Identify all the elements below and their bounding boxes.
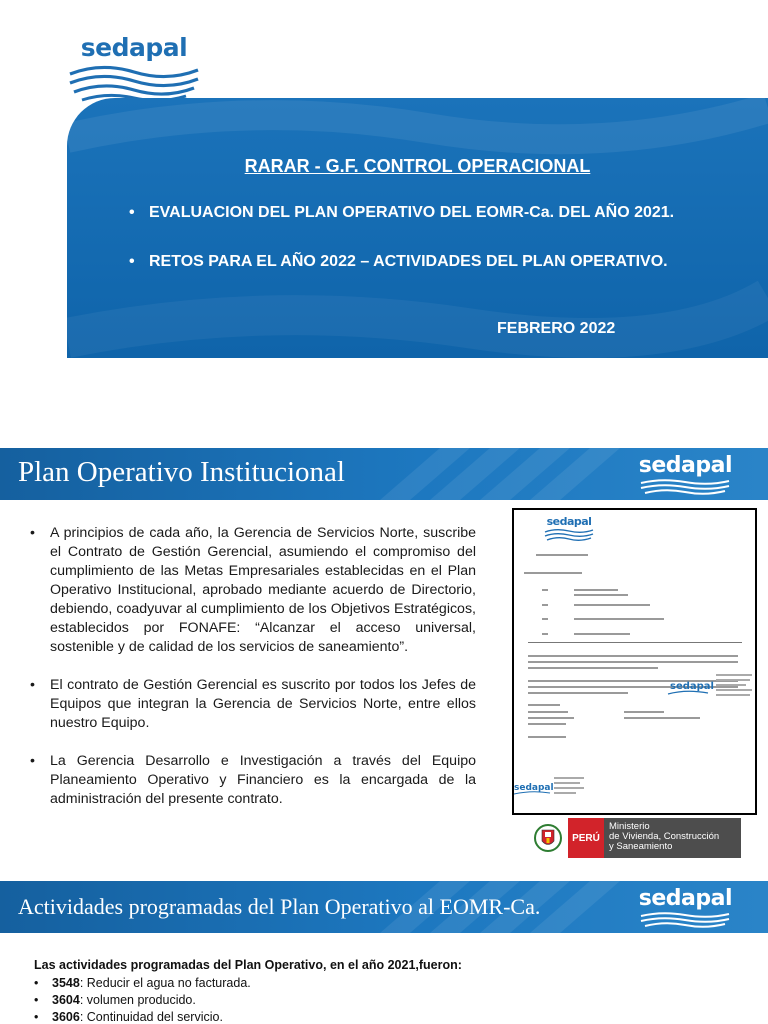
document-text-line <box>528 667 658 669</box>
bullet-dot: • <box>34 993 39 1007</box>
document-text-line <box>542 618 548 620</box>
list-item <box>30 676 476 733</box>
ministry-line: y Saneamiento <box>609 841 673 852</box>
activity-code: 3606 <box>52 1010 80 1024</box>
memorandum-document-image <box>512 508 757 815</box>
cover-bullet-text: EVALUACION DEL PLAN OPERATIVO DEL EOMR-Ca. DEL AÑO 2021. <box>149 204 675 221</box>
list-item <box>34 975 251 992</box>
ministry-badge <box>528 818 741 858</box>
document-text-line <box>524 572 582 574</box>
document-text-line <box>528 661 738 663</box>
ministry-line: Ministerio <box>609 821 650 832</box>
list-item <box>34 1009 251 1024</box>
logo-waves-icon <box>639 478 731 498</box>
document-text-line <box>624 711 664 713</box>
logo-wordmark: sedapal <box>80 33 188 62</box>
list-item <box>30 752 476 809</box>
bullet-text: A principios de cada año, la Gerencia de Servicios Norte, suscribe el Contrato de Gestión Gerencial, asumiendo el compromiso del cumplimiento de las Metas Empresariales establecidas en el Plan Operativo Institucional, aprobado mediante acuerdo de Directorio, debiendo, coadyuvar al cumplimiento de los Objetivos Estratégicos, establecidos por FONAFE: “Alcanzar el acceso universal, sostenible y de calidad de los servicios de saneamiento”. <box>50 525 476 655</box>
ministry-line: de Vivienda, Construcción <box>609 831 720 842</box>
bullet-dot: • <box>30 677 35 693</box>
activities-lead: Las actividades programadas del Plan Operativo, en el año 2021,fueron: <box>34 958 462 972</box>
document-text-line <box>574 589 618 591</box>
svg-text:sedapal: sedapal <box>514 783 554 793</box>
document-text-line <box>528 704 560 706</box>
cover-date: FEBRERO 2022 <box>497 320 616 337</box>
document-text-line <box>528 655 738 657</box>
cover-bullet-text: RETOS PARA EL AÑO 2022 – ACTIVIDADES DEL PLAN OPERATIVO. <box>149 253 668 270</box>
digital-signature-stamp-icon <box>514 774 608 800</box>
document-divider <box>528 642 742 643</box>
digital-signature-stamp-icon <box>664 670 754 702</box>
section-title: Plan Operativo Institucional <box>18 456 345 488</box>
document-text-line <box>574 604 650 606</box>
bullet-dot: • <box>129 204 135 221</box>
cover-slide <box>0 0 768 380</box>
document-text-line <box>542 589 548 591</box>
bullet-dot: • <box>34 1010 39 1024</box>
document-text-line <box>536 554 588 556</box>
document-text-line <box>528 711 568 713</box>
document-text-line <box>528 717 574 719</box>
logo-waves-icon <box>639 911 731 931</box>
activity-code: 3604 <box>52 993 80 1007</box>
peru-label: PERÚ <box>568 818 604 858</box>
activity-text: : Reducir el agua no facturada. <box>79 976 251 990</box>
list-item <box>30 524 476 657</box>
document-text-line <box>542 633 548 635</box>
plan-operativo-header <box>0 448 768 500</box>
cover-bullet <box>129 204 674 222</box>
bullet-text: La Gerencia Desarrollo e Investigación a través del Equipo Planeamiento Operativo y Financiero es la encargada de la administración del presente contrato. <box>50 753 476 807</box>
banner-wave-decoration <box>67 98 768 358</box>
document-text-line <box>624 717 700 719</box>
document-text-line <box>542 604 548 606</box>
logo-wordmark: sedapal <box>638 453 732 478</box>
activities-list <box>34 975 251 1024</box>
document-text-line <box>528 723 566 725</box>
activity-text: : Continuidad del servicio. <box>79 1010 223 1024</box>
section-title: Actividades programadas del Plan Operativo al EOMR-Ca. <box>18 894 541 919</box>
peru-coat-of-arms-icon <box>528 818 568 858</box>
sedapal-logo <box>544 516 594 542</box>
logo-waves-icon <box>544 528 594 542</box>
sedapal-logo <box>639 454 732 498</box>
bullet-dot: • <box>129 253 135 270</box>
bullet-text: El contrato de Gestión Gerencial es suscrito por todos los Jefes de Equipos que integran la Gerencia de Servicios Norte, entre ellos nuestro Equipo. <box>50 677 476 731</box>
svg-text:sedapal: sedapal <box>670 681 714 692</box>
document-text-line <box>528 736 566 738</box>
activity-code: 3548 <box>52 976 80 990</box>
cover-title: RARAR - G.F. CONTROL OPERACIONAL <box>244 156 591 176</box>
cover-banner <box>67 98 768 358</box>
actividades-header <box>0 881 768 933</box>
document-text-line <box>574 594 628 596</box>
plan-operativo-bullets <box>30 524 476 828</box>
activity-text: : volumen producido. <box>79 993 196 1007</box>
bullet-dot: • <box>34 976 39 990</box>
document-text-line <box>574 633 630 635</box>
sedapal-logo <box>68 34 200 104</box>
document-text-line <box>574 618 664 620</box>
list-item <box>34 992 251 1009</box>
sedapal-logo <box>639 887 732 931</box>
document-text-line <box>528 692 628 694</box>
cover-bullet <box>129 253 668 271</box>
bullet-dot: • <box>30 525 35 541</box>
bullet-dot: • <box>30 753 35 769</box>
logo-wordmark: sedapal <box>638 886 732 911</box>
ministry-name <box>604 818 741 858</box>
logo-wordmark: sedapal <box>546 515 592 528</box>
